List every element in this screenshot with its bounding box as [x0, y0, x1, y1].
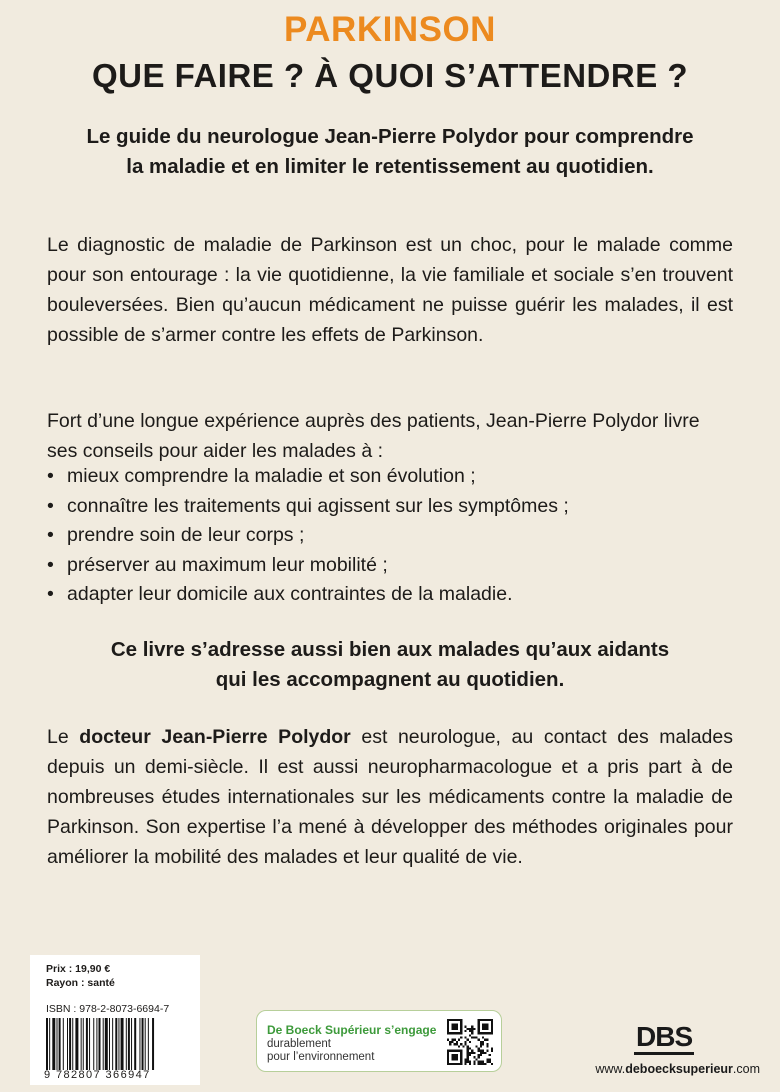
publisher-logo-underline: [634, 1052, 694, 1055]
isbn-label: ISBN : 978-2-8073-6694-7: [46, 1003, 170, 1015]
list-item-text: prendre soin de leur corps ;: [67, 524, 305, 546]
book-title: PARKINSON: [284, 10, 496, 49]
publisher-logo: DBS: [636, 1021, 693, 1052]
barcode: [46, 1018, 192, 1070]
intro-paragraph: Le diagnostic de maladie de Parkinson est un choc, pour le malade comme pour son entourage : la vie quotidienne, la vie familiale et sociale s’en trouvent bouleversées. Bien qu’aucun médicament ne puisse guérir les malades, il est possible de s’armer contre les effets de Parkinson.: [47, 234, 733, 346]
site-brand: deboecksuperieur: [625, 1062, 733, 1076]
lead-line-2: la maladie et en limiter le retentissement au quotidien.: [126, 155, 654, 178]
advice-intro-paragraph: Fort d’une longue expérience auprès des patients, Jean-Pierre Polydor livre ses conseils pour aider les malades à :: [47, 410, 700, 462]
bullet-icon: •: [47, 524, 54, 546]
bullet-icon: •: [47, 465, 54, 487]
author-bio: [47, 722, 733, 872]
author-bio-text: est neurologue, au contact des malades depuis un demi-siècle. Il est aussi neuropharmacologue et a pris part à de nombreuses études internationales sur les médicaments contre la maladie de Parkinson. Son expertise l’a mené à développer des méthodes originales pour améliorer la mobilité des malades et leur qualité de vie.: [47, 726, 733, 868]
eco-commitment-box: [256, 1010, 502, 1072]
list-item: [47, 551, 733, 581]
site-prefix: www.: [595, 1062, 626, 1076]
audience-statement: [40, 635, 740, 695]
advice-list: [47, 462, 733, 610]
author-name: docteur Jean-Pierre Polydor: [79, 726, 351, 748]
audience-line-1: Ce livre s’adresse aussi bien aux malades qu’aux aidants: [110, 638, 670, 661]
price-label: Prix : 19,90 €: [46, 963, 111, 975]
audience-line-2: qui les accompagnent au quotidien.: [215, 668, 565, 691]
rayon-label: Rayon : santé: [46, 977, 115, 989]
list-item-text: adapter leur domicile aux contraintes de la maladie.: [67, 583, 513, 605]
author-bio-prefix: Le: [47, 726, 80, 748]
eco-line-3: pour l’environnement: [267, 1051, 375, 1063]
lead-line-1: Le guide du neurologue Jean-Pierre Polydor pour comprendre: [86, 125, 694, 148]
list-item-text: connaître les traitements qui agissent sur les symptômes ;: [67, 494, 569, 517]
barcode-digits: 9 782807 366947: [44, 1069, 151, 1081]
price-barcode-block: [30, 955, 200, 1085]
list-item-text: préserver au maximum leur mobilité ;: [67, 553, 388, 576]
list-item: [47, 462, 733, 492]
qr-code-icon[interactable]: [447, 1019, 493, 1065]
publisher-website-link[interactable]: [560, 1062, 760, 1076]
bullet-icon: •: [47, 494, 54, 517]
eco-title: De Boeck Supérieur s’engage: [267, 1023, 437, 1037]
book-subtitle: QUE FAIRE ? À QUOI S’ATTENDRE ?: [91, 57, 689, 94]
bullet-icon: •: [47, 553, 54, 576]
bullet-icon: •: [47, 583, 54, 605]
eco-line-2: durablement: [267, 1038, 331, 1050]
list-item: [47, 521, 733, 551]
list-item-text: mieux comprendre la maladie et son évolution ;: [67, 465, 476, 487]
list-item: [47, 492, 733, 522]
lead-summary: [40, 122, 740, 182]
list-item: [47, 580, 733, 610]
site-suffix: .com: [732, 1062, 760, 1076]
